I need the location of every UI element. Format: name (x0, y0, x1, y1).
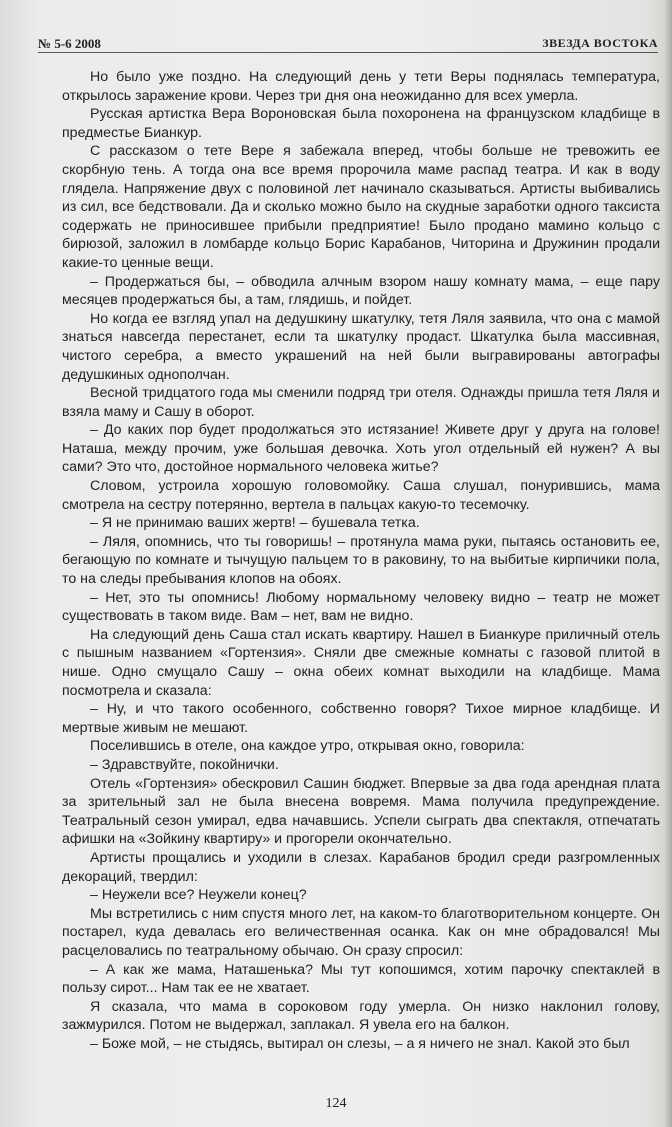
page-edge-shadow (664, 0, 672, 1127)
paragraph: – Неужели все? Неужели конец? (90, 887, 307, 904)
paragraph: Артисты прощались и уходили в слезах. Карабанов бродил среди разгромленных декораций, твердил: (62, 849, 660, 885)
paragraph: Словом, устроила хорошую головомойку. Саша слушал, понурившись, мама смотрела на сестру потерянно, вертела в пальцах какую-то тесемочку. (62, 478, 660, 513)
paragraph: – Ляля, опомнись, что ты говоришь! – протянула мама руки, пытаясь остановить ее, бегающую по комнате и тычущую пальцем то в раковину, то на выбитые кирпичики пола, то на следы пребывания клопов на обоях. (62, 533, 660, 588)
paragraph: Отель «Гортензия» обескровил Сашин бюджет. Впервые за два года арендная плата за зрительный зал не была внесена вовремя. Мама получила предупреждение. Театральный сезон умирал, едва начавшись. Успели сыграть два спектакля, отпечатать афишки на «Зойкину квартиру» и прогорели окончательно. (62, 775, 660, 848)
paragraph: На следующий день Саша стал искать квартиру. Нашел в Бианкуре приличный отель с пышным названием «Гортензия». Сняли две смежные комнаты с газовой плитой в нише. Одно смущало Сашу – окна обеих комнат выходили на кладбище. Мама посмотрела и сказала: (62, 626, 660, 699)
journal-title: ЗВЕЗДА ВОСТОКА (542, 36, 658, 50)
issue-number: № 5-6 2008 (38, 36, 101, 51)
paragraph: Но было уже поздно. На следующий день у тети Веры поднялась температура, открылось заражение крови. Через три дня она неожиданно для всех умерла. (62, 69, 660, 104)
paragraph: – Нет, это ты опомнись! Любому нормальному человеку видно – театр не может существовать в таком виде. Вам – нет, вам не видно. (62, 589, 660, 625)
body-text (62, 68, 660, 1053)
paragraph: – А как же мама, Наташенька? Мы тут копошимся, хотим парочку спектаклей в пользу сирот... Нам так ее не хватает. (62, 961, 660, 997)
paragraph: Поселившись в отеле, она каждое утро, открывая окно, говорила: (90, 738, 525, 755)
paragraph: Но когда ее взгляд упал на дедушкину шкатулку, тетя Ляля заявила, что она с мамой знаться навсегда перестанет, если та шкатулку продаст. Шкатулка была массивная, чистого серебра, а вместо украшений на ней были выгравированы автографы дедушкиных однополчан. (62, 310, 660, 383)
paragraph: – Ну, и что такого особенного, собственно говоря? Тихое мирное кладбище. И мертвые живым не мешают. (62, 701, 660, 736)
paragraph: – Продержаться бы, – обводила алчным взором нашу комнату мама, – еще пару месяцев продержаться бы, а там, глядишь, и пойдет. (62, 273, 660, 309)
paragraph: – До каких пор будет продолжаться это истязание! Живете друг у друга на голове! Наташа, между прочим, уже большая девочка. Хоть угол отдельный ей нужен? А вы сами? Это что, достойное нормального человека житье? (62, 422, 660, 476)
paragraph: Русская артистка Вера Вороновская была похоронена на французском кладбище в предместье Бианкур. (62, 106, 660, 141)
paragraph: – Здравствуйте, покойнички. (90, 756, 279, 773)
running-header (38, 34, 658, 53)
paragraph: С рассказом о тете Вере я забежала вперед, чтобы больше не тревожить ее скорбную тень. А тогда она все время пророчила маме распад театра. И как в воду глядела. Напряжение двух с половиной лет начинало сказываться. Артисты выбивались из сил, все бедствовали. Да и сколько можно было на скудные заработки одного таксиста содержать не приносившее прибыли предприятие! Было продано мамино кольцо с бирюзой, заложил в ломбарде кольцо Борис Карабанов, Читорина и Дружинин продали какие-то ценные вещи. (62, 143, 660, 271)
paragraph: Я сказала, что мама в сороковом году умерла. Он низко наклонил голову, зажмурился. Потом не выдержал, заплакал. Я увела его на балкон. (62, 998, 660, 1034)
paragraph: Весной тридцатого года мы сменили подряд три отеля. Однажды пришла тетя Ляля и взяла маму и Сашу в оборот. (62, 385, 660, 420)
paragraph: – Боже мой, – не стыдясь, вытирал он слезы, – а я ничего не знал. Какой это был (90, 1035, 630, 1052)
paragraph: – Я не принимаю ваших жертв! – бушевала тетка. (90, 515, 420, 532)
paragraph: Мы встретились с ним спустя много лет, на каком-то благотворительном концерте. Он постарел, куда девалась его величественная осанка. Как он мне обрадовался! Мы расцеловались по театральному обычаю. Он сразу спросил: (62, 905, 660, 959)
page-number: 124 (325, 1096, 347, 1111)
